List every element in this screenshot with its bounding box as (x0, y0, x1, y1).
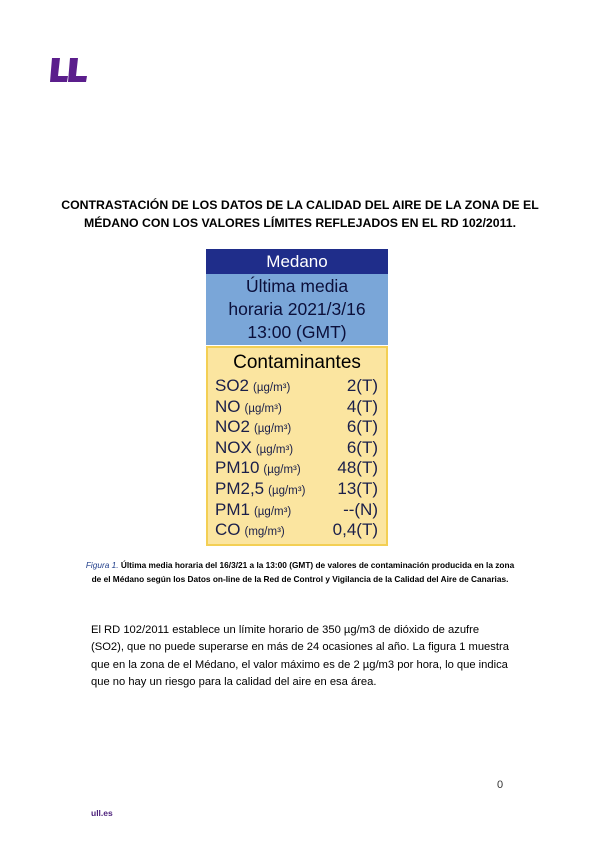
pollutant-unit: (µg/m³) (253, 505, 292, 518)
pollutant-value: 13(T) (337, 478, 378, 498)
pollutant-unit: (µg/m³) (253, 382, 291, 394)
pollutant-unit: (µg/m³) (253, 423, 292, 436)
pollutant-name: PM10 (215, 458, 260, 478)
figure-caption (40, 558, 560, 586)
pollutant-name: PM1 (215, 499, 250, 519)
pollutant-name: NOX (215, 437, 252, 457)
pollutant-list (206, 346, 388, 546)
air-quality-panel (206, 249, 388, 551)
pollutants-header: Contaminantes (233, 352, 361, 373)
pollutant-row (208, 417, 386, 438)
caption-label: Figura 1. (85, 560, 119, 570)
pollutant-unit: (µg/m³) (244, 402, 282, 415)
pollutant-value: 2(T) (346, 376, 378, 395)
time-line: 13:00 (GMT) (247, 322, 347, 342)
title-line: MÉDANO CON LOS VALORES LÍMITES REFLEJADOS EN EL RD 102/2011. (83, 216, 517, 230)
pollutant-value: --(N) (343, 499, 378, 519)
pollutant-row (208, 376, 386, 397)
pollutant-unit: (µg/m³) (263, 464, 301, 477)
pollutant-value: 6(T) (346, 437, 378, 457)
station-name: Medano (206, 249, 388, 274)
time-line: Última media (245, 276, 349, 296)
body-paragraph (91, 622, 509, 692)
pollutant-name: NO (215, 396, 241, 416)
pollutant-value: 4(T) (346, 396, 378, 416)
caption-text: de el Médano según los Datos on-line de la Red de Control y Vigilancia de la Calidad del Aire de Canarias. (91, 574, 509, 584)
measurement-time (206, 274, 388, 345)
pollutant-row (208, 500, 386, 521)
ull-logo-icon (49, 56, 89, 84)
pollutant-row (208, 458, 386, 479)
pollutant-value: 0,4(T) (332, 520, 378, 540)
pollutant-row (208, 438, 386, 459)
footer-link[interactable]: ull.es (91, 808, 113, 818)
pollutant-value: 6(T) (346, 417, 378, 437)
pollutant-name: CO (215, 520, 241, 540)
pollutant-value: 48(T) (337, 458, 378, 478)
pollutant-name: NO2 (215, 417, 250, 437)
caption-text: Última media horaria del 16/3/21 a la 13:00 (GMT) de valores de contaminación producida en la zona (120, 560, 515, 570)
body-line: (SO2), que no puede superarse en más de 24 ocasiones al año. La figura 1 muestra (91, 641, 509, 654)
page-number: 0 (497, 779, 504, 791)
pollutant-unit: (mg/m³) (244, 526, 285, 539)
pollutant-name: SO2 (215, 376, 250, 395)
document-title (40, 196, 560, 232)
title-line: CONTRASTACIÓN DE LOS DATOS DE LA CALIDAD DEL AIRE DE LA ZONA DE EL (61, 198, 539, 212)
time-line: horaria 2021/3/16 (228, 299, 366, 319)
pollutant-unit: (µg/m³) (268, 484, 306, 497)
pollutant-unit: (µg/m³) (255, 443, 294, 456)
body-line: que no hay un riesgo para la calidad del aire en esa área. (91, 676, 377, 689)
body-line: que en la zona de el Médano, el valor máximo es de 2 µg/m3 por hora, lo que indica (91, 658, 508, 671)
pollutant-row (208, 520, 386, 541)
pollutant-row (208, 479, 386, 500)
body-line: El RD 102/2011 establece un límite horario de 350 µg/m3 de dióxido de azufre (91, 624, 480, 636)
pollutant-row (208, 397, 386, 418)
pollutant-name: PM2,5 (215, 478, 265, 498)
